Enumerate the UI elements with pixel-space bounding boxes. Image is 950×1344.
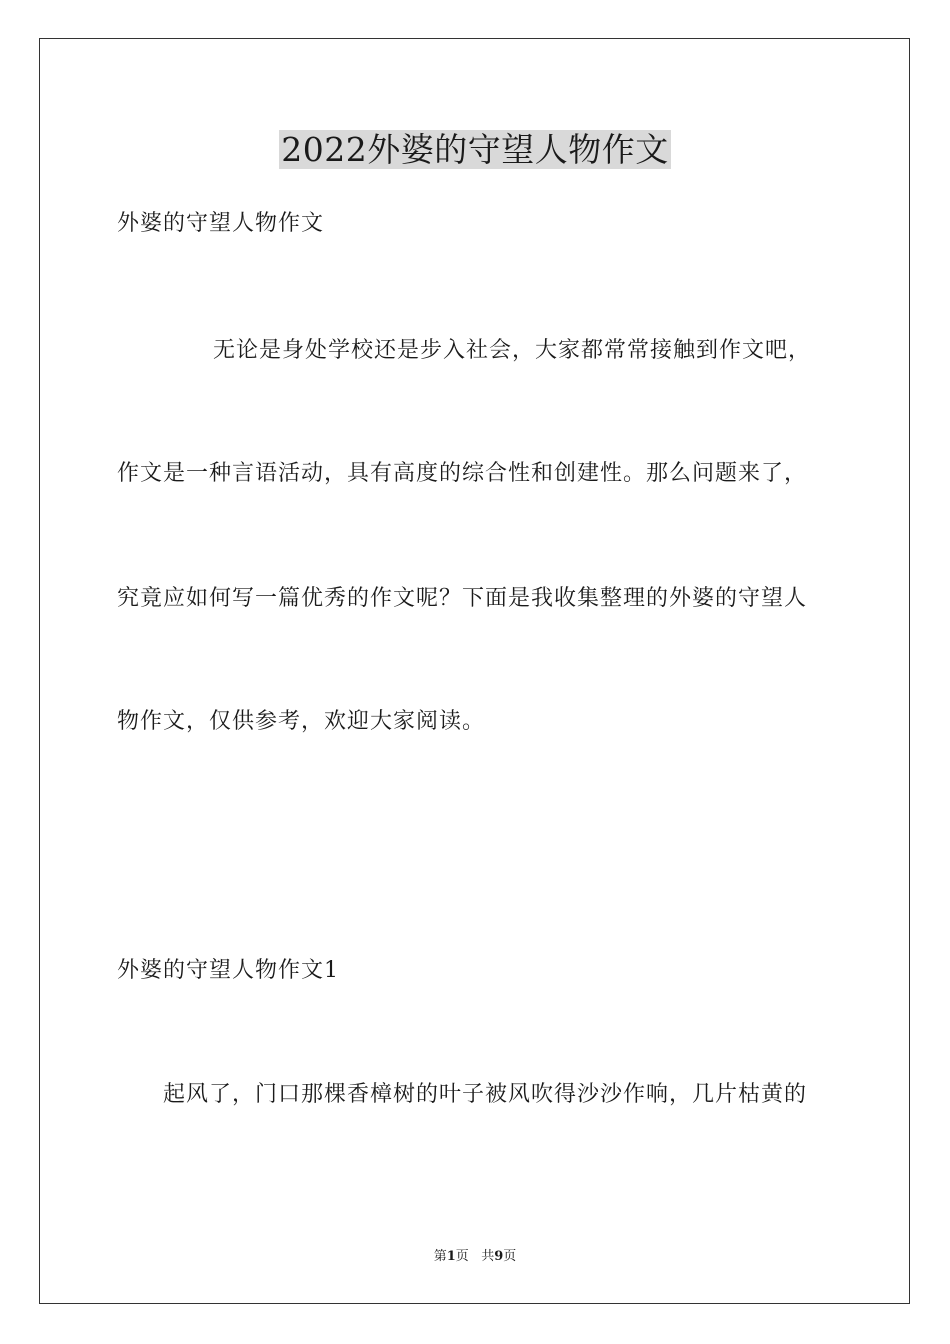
document-title	[0, 128, 950, 172]
intro-line-2: 作文是一种言语活动，具有高度的综合性和创建性。那么问题来了，	[117, 461, 808, 486]
section-line-1: 起风了，门口那棵香樟树的叶子被风吹得沙沙作响，几片枯黄的	[163, 1082, 808, 1107]
intro-line-4: 物作文，仅供参考，欢迎大家阅读。	[117, 709, 486, 734]
document-subtitle: 外婆的守望人物作文	[117, 211, 325, 236]
document-title-text: 2022外婆的守望人物作文	[281, 130, 669, 169]
footer-page-prefix: 第	[433, 1249, 447, 1264]
footer-page-total: 9	[494, 1249, 504, 1264]
footer-page-unit: 页	[455, 1249, 469, 1264]
intro-line-3: 究竟应如何写一篇优秀的作文呢？下面是我收集整理的外婆的守望人	[117, 586, 808, 611]
footer-total-unit: 页	[503, 1249, 517, 1264]
section-heading: 外婆的守望人物作文1	[117, 958, 339, 983]
footer-page-current: 1	[446, 1249, 456, 1264]
page-footer	[0, 1248, 950, 1266]
intro-line-1: 无论是身处学校还是步入社会，大家都常常接触到作文吧，	[213, 338, 812, 363]
footer-total-prefix: 共	[481, 1249, 495, 1264]
